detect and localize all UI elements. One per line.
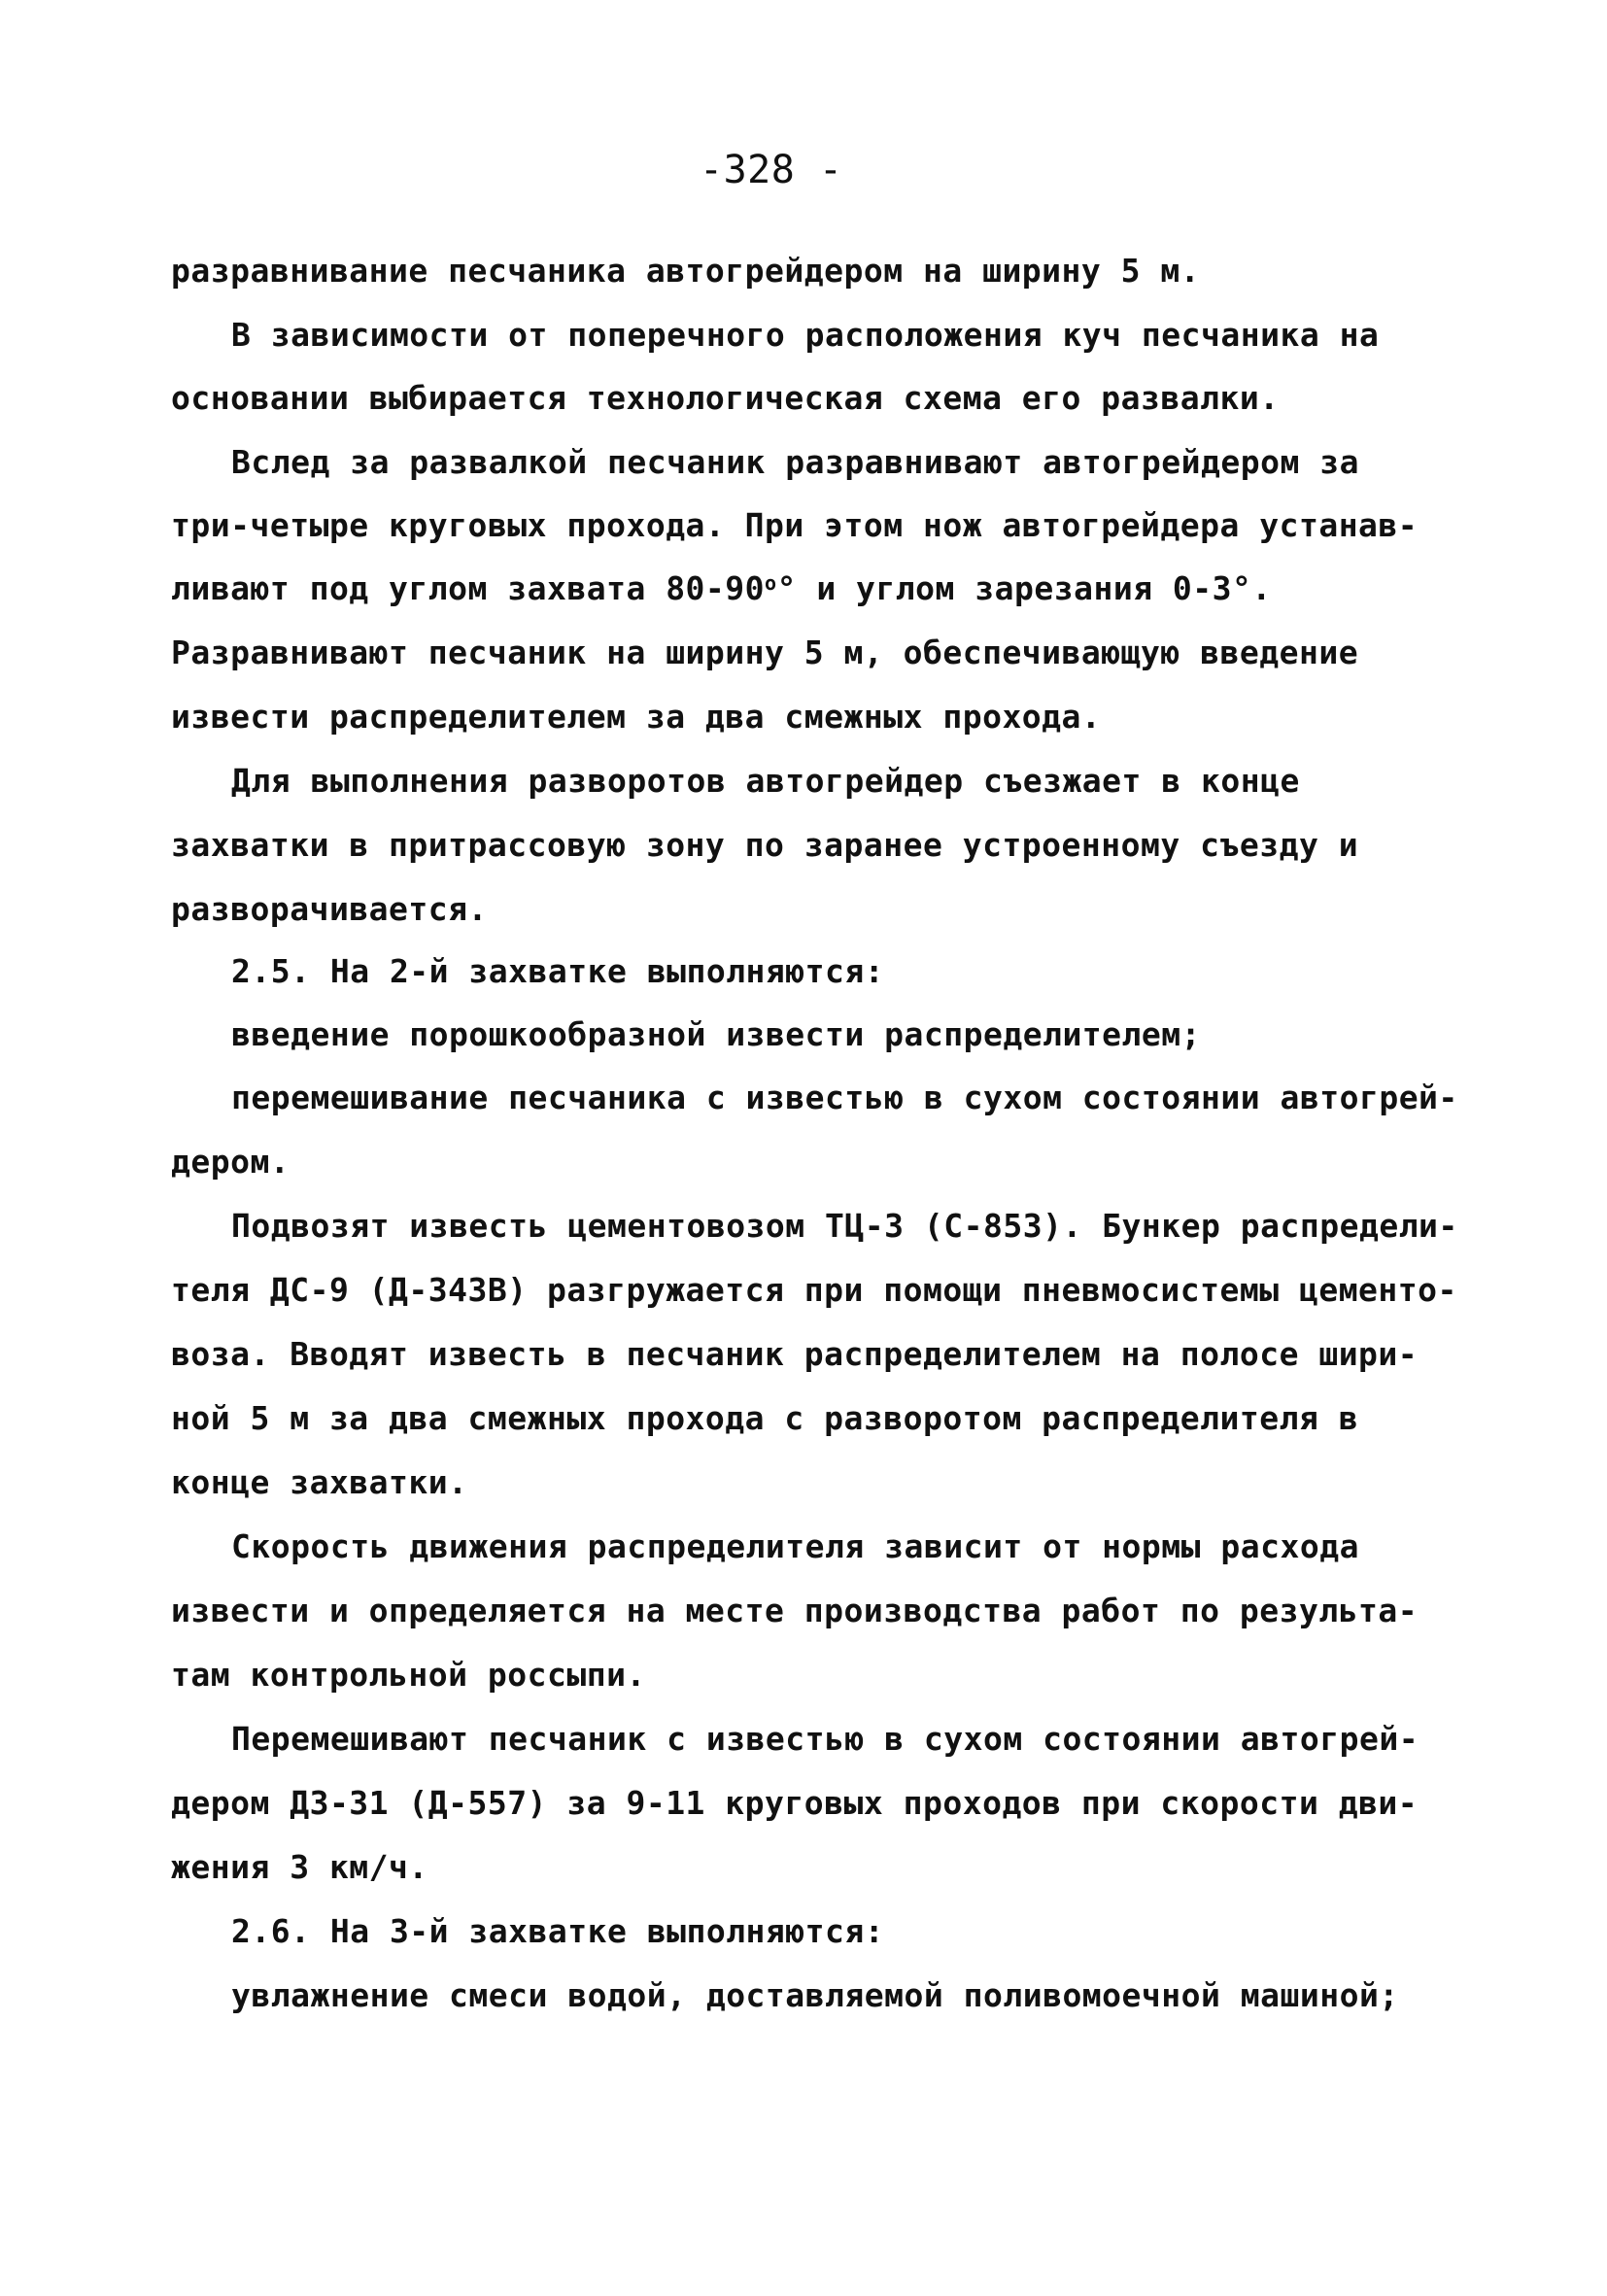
text-line-25: дером ДЗ-31 (Д-557) за 9-11 круговых проходов при скорости дви- bbox=[171, 1784, 1419, 1822]
text-line-22: извести и определяется на месте производства работ по результа- bbox=[171, 1592, 1419, 1629]
text-line-6b: ° и углом зарезания 0-3 bbox=[776, 569, 1233, 607]
text-line-11: разворачивается. bbox=[171, 890, 488, 928]
text-line-10: захватки в притрассовую зону по заранее устроенному съезду и bbox=[171, 826, 1359, 864]
text-line-2: В зависимости от поперечного расположения куч песчаника на bbox=[231, 316, 1380, 354]
text-line-3: основании выбирается технологическая схема его развалки. bbox=[171, 379, 1280, 417]
text-line-7: Разравнивают песчаник на ширину 5 м, обеспечивающую введение bbox=[171, 634, 1359, 671]
text-line-16: Подвозят известь цементовозом ТЦ-3 (С-853). Бункер распредели- bbox=[231, 1207, 1458, 1245]
text-line-1: разравнивание песчаника автогрейдером на ширину 5 м. bbox=[171, 252, 1201, 290]
text-line-5: три-четыре круговых прохода. При этом нож автогрейдера устанав- bbox=[171, 506, 1419, 544]
text-line-6 bbox=[171, 567, 1272, 610]
text-line-14: перемешивание песчаника с известью в сухом состоянии автогрей- bbox=[231, 1079, 1458, 1116]
text-line-28: увлажнение смеси водой, доставляемой поливомоечной машиной; bbox=[231, 1976, 1399, 2014]
text-line-20: конце захватки. bbox=[171, 1463, 468, 1501]
text-line-18: воза. Вводят известь в песчаник распределителем на полосе шири- bbox=[171, 1335, 1419, 1373]
text-line-19: ной 5 м за два смежных прохода с разворотом распределителя в bbox=[171, 1399, 1359, 1437]
text-line-21: Скорость движения распределителя зависит от нормы расхода bbox=[231, 1527, 1359, 1565]
text-line-17: теля ДС-9 (Д-343В) разгружается при помощи пневмосистемы цементо- bbox=[171, 1271, 1457, 1309]
text-line-6c: °. bbox=[1232, 569, 1272, 607]
page-number: -328 - bbox=[700, 148, 843, 192]
text-line-23: там контрольной россыпи. bbox=[171, 1656, 646, 1694]
text-line-15: дером. bbox=[171, 1143, 291, 1181]
degree-sign-1: o bbox=[765, 571, 777, 595]
text-line-9: Для выполнения разворотов автогрейдер съезжает в конце bbox=[231, 762, 1300, 800]
section-heading-2-6: 2.6. На 3-й захватке выполняются: bbox=[231, 1912, 885, 1950]
section-heading-2-5: 2.5. На 2-й захватке выполняются: bbox=[231, 952, 885, 990]
text-line-13: введение порошкообразной извести распределителем; bbox=[231, 1015, 1202, 1053]
text-line-4: Вслед за развалкой песчаник разравнивают автогрейдером за bbox=[231, 443, 1359, 481]
text-line-6a: ливают под углом захвата 80-90 bbox=[171, 569, 766, 607]
text-line-26: жения 3 км/ч. bbox=[171, 1848, 428, 1886]
text-line-8: извести распределителем за два смежных прохода. bbox=[171, 698, 1102, 736]
text-line-24: Перемешивают песчаник с известью в сухом состоянии автогрей- bbox=[231, 1720, 1419, 1758]
